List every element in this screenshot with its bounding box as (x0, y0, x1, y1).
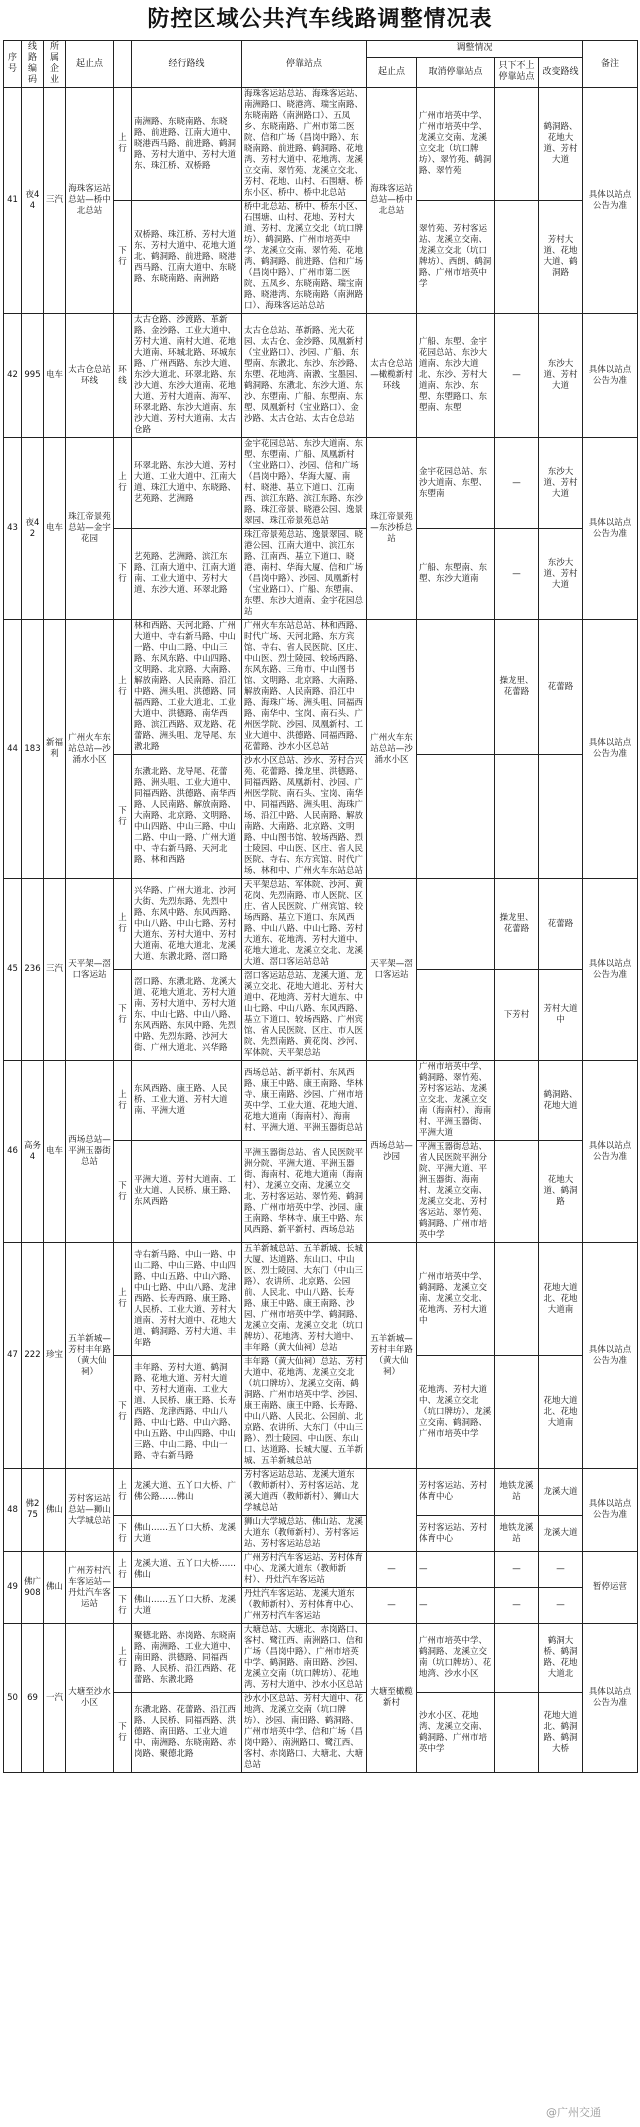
row-seq: 48 (4, 1469, 22, 1552)
row-note: 具体以站点公告为准 (583, 1469, 638, 1552)
row-adj-route: 鹤洞大桥、鹤洞路、花地大道北 (539, 1624, 583, 1693)
row-adj-cancel (417, 620, 495, 755)
row-adj-cancel (417, 879, 495, 970)
table-row (4, 1469, 638, 1516)
table-row (4, 88, 638, 201)
route-adjustment-table (3, 40, 638, 1773)
row-adj-noboard: — (495, 314, 539, 438)
row-adj-cancel: 金宇花园总站、东沙大道南、东塱、东塱南 (417, 438, 495, 529)
row-adj-noboard: 操龙里、花蕾路 (495, 879, 539, 970)
row-direction: 下行 (114, 201, 132, 314)
row-adj-start (367, 1469, 417, 1552)
row-route: 东风西路、康王路、人民桥、工业大道、芳村大道南、平洲大道 (132, 1061, 242, 1141)
row-adj-cancel: 广船、东塱南、东塱、东沙大道南 (417, 529, 495, 620)
row-adj-start: 西场总站—沙园 (367, 1061, 417, 1243)
table-row (4, 438, 638, 529)
row-start: 天平架—滘口客运站 (66, 879, 114, 1061)
row-seq: 42 (4, 314, 22, 438)
row-adj-noboard: 下芳村 (495, 970, 539, 1061)
row-line-no: 183 (22, 620, 44, 879)
row-line-no: 夜42 (22, 438, 44, 620)
row-adj-route: — (539, 1588, 583, 1624)
row-company: 一汽 (44, 1624, 66, 1773)
row-adj-route: 花蕾路 (539, 620, 583, 755)
row-seq: 50 (4, 1624, 22, 1773)
header-direction (114, 41, 132, 88)
row-adj-route (539, 755, 583, 879)
row-note: 具体以站点公告为准 (583, 1624, 638, 1773)
header-adj-noboard: 只下不上停靠站点 (495, 57, 539, 87)
row-stops: 沙水小区总站、沙水、芳村合兴苑、花蕾路、操龙里、洪德路、同福西路、凤凰新村、沙园、广州医学院、南石头、宝岗、南华中、同福西路、洲头咀、海珠广场、沿江中路、人民南路、解放南路、大南路、北京路、文明路、中山图书馆、较场西路、烈士陵园、中山医、区庄、省人民医院、寺右、东方宾馆、时代广场、林和中、广州火车东站总站 (242, 755, 367, 879)
row-stops: 大塘总站、大塘北、赤岗路口、客村、鹭江西、南洲路口、信和广场（昌岗中路）、广州市培英中学、鹤洞路、南田路、沙园、龙溪立交南（坑口牌坊）、花地湾、芳村大道中、沙水小区总站 (242, 1624, 367, 1693)
row-note: 具体以站点公告为准 (583, 1243, 638, 1469)
row-route: 聚德北路、赤岗路、东晓南路、南洲路、工业大道中、南田路、洪德路、同福西路、人民桥、沿江西路、花蕾路、东漖北路 (132, 1624, 242, 1693)
row-note: 具体以站点公告为准 (583, 314, 638, 438)
header-seq: 序号 (4, 41, 22, 88)
row-stops: 五羊新城总站、五羊新城、长城大厦、达道路、东山口、中山医、烈士陵园、大东门（中山三路）、农讲所、北京路、公园前、人民北、中山八路、长寿路、康王中路、康王南路、沙园、广州市培英中学、鹤洞路、龙溪立交南、龙溪立交北（坑口牌坊）、花地湾、芳村大道中、丰年路（黄大仙祠）总站 (242, 1243, 367, 1356)
table-row (4, 1552, 638, 1588)
row-start: 西场总站—平洲玉器街总站 (66, 1061, 114, 1243)
row-direction: 下行 (114, 1356, 132, 1469)
row-adj-cancel: — (417, 1552, 495, 1588)
table-body (4, 88, 638, 1773)
row-direction: 上行 (114, 879, 132, 970)
row-route: 兴华路、广州大道北、沙河大街、先烈东路、先烈中路、东风中路、东风西路、中山八路、中山七路、芳村大道东、芳村大道中、芳村大道南、花地大道北、龙溪大道、东漖北路、滘口路 (132, 879, 242, 970)
table-row (4, 879, 638, 970)
header-company: 所属企业 (44, 41, 66, 88)
row-route: 丰年路、芳村大道、鹤洞路、花地大道、芳村大道中、芳村大道南、工业大道、人民桥、康王路、长寿西路、龙津西路、中山八路、中山七路、中山六路、中山五路、中山四路、中山三路、中山二路、中山一路、寺右新马路 (132, 1356, 242, 1469)
row-line-no: 222 (22, 1243, 44, 1469)
row-direction: 上行 (114, 620, 132, 755)
table-row (4, 1061, 638, 1141)
row-route: 太古仓路、沙渡路、革新路、金沙路、工业大道中、芳村大道、南村大道、花地大道南、环城北路、环城东路、广州西路、东沙大道、东沙大道北、环翠北路、东沙大道、东沙大道南、花地大道、芳村大道南、海军、环翠北路、东沙大道南、东沙大道、芳村大道南、太古仓路 (132, 314, 242, 438)
row-route: 东漖北路、龙导尾、花蕾路、洲头咀、工业大道中、同福西路、洪德路、南华西路、人民南路、解放南路、大南路、北京路、文明路、中山四路、中山三路、中山二路、中山一路、广州大道中、寺右新马路、天河北路、林和西路 (132, 755, 242, 879)
row-route: 林和西路、天河北路、广州大道中、寺右新马路、中山一路、中山二路、中山三路、东风东路、中山四路、文明路、北京路、大南路、解放南路、人民南路、沿江中路、洲头咀、洪德路、同福西路、工业大道北、工业大道中、洪德路、南华西路、滨江西路、双龙路、花蕾路、洲头咀、龙导尾、东漖北路 (132, 620, 242, 755)
row-start: 珠江帝景苑总站—金宇花园 (66, 438, 114, 620)
row-start: 太古仓总站环线 (66, 314, 114, 438)
row-adj-noboard (495, 1624, 539, 1693)
row-adj-noboard (495, 1693, 539, 1773)
table-row (4, 314, 638, 438)
row-direction: 下行 (114, 755, 132, 879)
row-direction: 上行 (114, 1469, 132, 1516)
row-route: 龙溪大道、五丫口大桥……佛山 (132, 1552, 242, 1588)
row-adj-route: 芳村大道、花地大道、鹤洞路 (539, 201, 583, 314)
row-adj-cancel: 广州市培英中学、广州市培英中学、龙溪立交南、龙溪立交北（坑口牌坊）、翠竹苑、鹤洞路、翠竹苑 (417, 88, 495, 201)
row-route: 双桥路、珠江桥、芳村大道东、芳村大道中、花地大道北、鹤洞路、前进路、晓港西马路、江南大道中、东晓路、东晓南路、南洲路 (132, 201, 242, 314)
row-adj-start: 太古仓总站—橄榄新村环线 (367, 314, 417, 438)
row-line-no: 佛275 (22, 1469, 44, 1552)
row-adj-noboard: 操龙里、花蕾路 (495, 620, 539, 755)
row-note: 暂停运营 (583, 1552, 638, 1624)
row-adj-cancel: 广州市培英中学、鹤洞路、龙溪立交南（坑口牌坊）、花地湾、沙水小区 (417, 1624, 495, 1693)
row-stops: 桥中北总站、桥中、桥东小区、石围塘、山村、花地、芳村大道、芳村、龙溪立交北（坑口牌坊）、鹤洞路、广州市培英中学、龙溪立交南、翠竹苑、花地湾、鹤洞路、前进路、信和广场（昌岗中路）、广州市第二医院、五凤乡、东晓南路、瑞宝南路、晓港湾、东晓南路（南洲路口）、海珠客运站总站 (242, 201, 367, 314)
row-adj-cancel: 芳村客运站、芳村体育中心 (417, 1516, 495, 1552)
row-seq: 47 (4, 1243, 22, 1469)
row-adj-route: 东沙大道、芳村大道 (539, 438, 583, 529)
row-adj-noboard: — (495, 1552, 539, 1588)
row-direction: 上行 (114, 1243, 132, 1356)
header-start: 起止点 (66, 41, 114, 88)
row-adj-route: 鹤洞路、花地大道 (539, 1061, 583, 1141)
row-adj-start: 广州火车东站总站—沙涌水小区 (367, 620, 417, 879)
row-adj-cancel: 平洲玉器街总站、省人民医院平洲分院、平洲大道、平洲玉器街、海南村、龙溪立交南、龙溪立交北、芳村客运站、翠竹苑、鹤洞路、广州市培英中学 (417, 1141, 495, 1243)
row-adj-noboard: 地铁龙溪站 (495, 1516, 539, 1552)
header-adj-start: 起止点 (367, 57, 417, 87)
table-row (4, 1243, 638, 1356)
row-direction: 下行 (114, 1141, 132, 1243)
row-route: 滘口路、东漖北路、龙溪大道、花地大道北、芳村大道南、芳村大道中、芳村大道东、中山七路、中山八路、东风西路、东风中路、先烈中路、先烈东路、沙河大街、广州大道北、兴华路 (132, 970, 242, 1061)
row-stops: 丹灶汽车客运站、龙溪大道东（教师新村）、芳村体育中心、广州芳村汽车客运站 (242, 1588, 367, 1624)
row-adj-route: 东沙大道、芳村大道 (539, 529, 583, 620)
row-adj-cancel: 芳村客运站、芳村体育中心 (417, 1469, 495, 1516)
row-adj-noboard: — (495, 529, 539, 620)
row-route: 环翠北路、东沙大道、芳村大道、工业大道中、江南大道、珠江大道中、东晓路、艺苑路、艺洲路 (132, 438, 242, 529)
row-route: 寺右新马路、中山一路、中山二路、中山三路、中山四路、中山五路、中山六路、中山七路、中山八路、龙津西路、长寿西路、康王路、人民桥、工业大道、芳村大道南、芳村大道中、花地大道、鹤洞路、芳村大道、丰年路 (132, 1243, 242, 1356)
row-adj-route: 龙溪大道 (539, 1469, 583, 1516)
row-stops: 海珠客运站总站、海珠客运站、南洲路口、晓港湾、瑞宝南路、东晓南路（南洲路口）、五凤乡、东晓南路、广州市第二医院、信和广场（昌岗中路）、东晓南路、前进路、鹤洞路、花地湾、芳村大道中、花地湾、龙溪立交南、翠竹苑、龙溪立交北、芳村、花地、山村、石围塘、桥东小区、桥中、桥中北总站 (242, 88, 367, 201)
row-company: 电车 (44, 314, 66, 438)
row-adj-noboard (495, 1141, 539, 1243)
row-adj-route: 芳村大道中 (539, 970, 583, 1061)
row-adj-cancel: 沙水小区、花地湾、龙溪立交南、鹤洞路、广州市培英中学 (417, 1693, 495, 1773)
row-start: 广州火车东站总站—沙涌水小区 (66, 620, 114, 879)
row-adj-start: 海珠客运站总站—桥中北总站 (367, 88, 417, 314)
row-line-no: 夜44 (22, 88, 44, 314)
row-seq: 46 (4, 1061, 22, 1243)
row-direction: 下行 (114, 1693, 132, 1773)
row-seq: 44 (4, 620, 22, 879)
row-adj-cancel: — (417, 1588, 495, 1624)
row-direction: 下行 (114, 970, 132, 1061)
row-adj-route: 花蕾路 (539, 879, 583, 970)
watermark: @广州交通 (546, 2106, 601, 2119)
row-adj-cancel: 广州市培英中学、鹤洞路、翠竹苑、芳村客运站、龙溪立交北、龙溪立交南（海南村）、海南村、平洲玉器街、平洲大道 (417, 1061, 495, 1141)
table-row (4, 620, 638, 755)
row-route: 佛山……五丫口大桥、龙溪大道 (132, 1588, 242, 1624)
row-stops: 广州火车东站总站、林和西路、时代广场、天河北路、东方宾馆、寺右、省人民医院、区庄、中山医、烈士陵园、较场西路、东风东路、三角市、中山图书馆、文明路、北京路、大南路、解放南路、人民南路、沿江中路、海珠广场、洲头咀、同福西路、南华中、宝岗、南石头、广州医学院、沙园、凤凰新村、工业大道中、洪德路、同福西路、花蕾路、沙水小区总站 (242, 620, 367, 755)
row-company: 电车 (44, 438, 66, 620)
row-adj-start: 大塘至橄榄新村 (367, 1624, 417, 1773)
row-start: 五羊新城—芳村丰年路（黄大仙祠） (66, 1243, 114, 1469)
row-line-no: 995 (22, 314, 44, 438)
row-route: 平洲大道、芳村大道南、工业大道、人民桥、康王路、东风西路 (132, 1141, 242, 1243)
row-adj-cancel (417, 755, 495, 879)
row-adj-noboard (495, 755, 539, 879)
row-direction: 上行 (114, 1624, 132, 1693)
row-adj-route: 鹤洞路、花地大道、芳村大道 (539, 88, 583, 201)
row-adj-route: 花地大道、鹤洞路 (539, 1141, 583, 1243)
row-stops: 芳村客运站总站、龙溪大道东（教师新村）、芳村客运站、龙溪大道西（教师新村）、狮山大学城总站 (242, 1469, 367, 1516)
row-stops: 狮山大学城总站、佛山站、龙溪大道东（教师新村）、芳村客运站、芳村客运站总站 (242, 1516, 367, 1552)
row-adj-cancel: 广船、东塱、金宇花园总站、东沙大道南、东沙大道北、东沙、芳村大道南、东沙、东塱、东塱路口、东塱南、东塱 (417, 314, 495, 438)
row-route: 东漖北路、花蕾路、沿江西路、人民桥、同福西路、洪德路、南田路、工业大道中、南洲路、东晓南路、赤岗路、聚德北路 (132, 1693, 242, 1773)
row-company: 电车 (44, 1061, 66, 1243)
row-start: 海珠客运站总站—桥中北总站 (66, 88, 114, 314)
row-adj-route: 花地大道北、鹤洞路、鹤洞大桥 (539, 1693, 583, 1773)
row-direction: 上行 (114, 1061, 132, 1141)
row-direction: 上行 (114, 1552, 132, 1588)
row-adj-noboard (495, 201, 539, 314)
header-adj-cancel: 取消停靠站点 (417, 57, 495, 87)
row-adj-cancel: 广州市培英中学、鹤洞路、龙溪立交南、龙溪立交北、花地湾、芳村大道中 (417, 1243, 495, 1356)
row-adj-route: 东沙大道、芳村大道 (539, 314, 583, 438)
row-route: 南洲路、东晓南路、东晓路、前进路、江南大道中、晓港西马路、前进路、鹤洞路、芳村大道中、芳村大道东、珠江桥、双桥路 (132, 88, 242, 201)
row-adj-start: 珠江帝景苑—东沙桥总站 (367, 438, 417, 620)
row-company: 三汽 (44, 879, 66, 1061)
row-stops: 平洲玉器街总站、省人民医院平洲分院、平洲大道、平洲玉器街、海南村、花地大道南（海南村）、龙溪立交南、龙溪立交北、芳村客运站、翠竹苑、鹤洞路、广州市培英中学、沙园、康王南路、华林寺、康王中路、东风西路、新平新村、西场总站 (242, 1141, 367, 1243)
row-stops: 金宇花园总站、东沙大道南、东塱、东塱南、广船、凤凰新村（宝业路口）、沙园、信和广场（昌岗中路）、华海大厦、南村、晓港、基立下道口、江南西、滨江东路、滨江东路、东沙路、珠江帝景、晓港公园、逸景翠园、珠江帝景苑总站 (242, 438, 367, 529)
row-stops: 丰年路（黄大仙祠）总站、芳村大道中、花地湾、龙溪立交北（坑口牌坊）、龙溪立交南、鹤洞路、广州市培英中学、沙园、康王南路、康王中路、长寿路、中山八路、人民北、公园前、北京路、农讲所、大东门（中山三路）、烈士陵园、中山医、东山口、达道路、长城大厦、五羊新城、五羊新城总站 (242, 1356, 367, 1469)
header-note: 备注 (583, 41, 638, 88)
row-stops: 太古仓总站、革新路、光大花园、太古仓、金沙路、凤凰新村（宝业路口）、沙园、广船、东塱南、东漖北、东沙、东沙路、东塱、花地湾、南漖、宝墨园、鹤洞路、东漖北、东沙大道、东沙、东塱南、广船、东塱南、东塱、凤凰新村（宝业路口）、金沙路、太古仓站、太古仓总站 (242, 314, 367, 438)
row-direction: 上行 (114, 438, 132, 529)
row-stops: 滘口客运站总站、龙溪大道、龙溪立交北、花地大道北、芳村大道中、花地湾、芳村大道东、中山七路、中山八路、东风西路、基立下道口、较场西路、广州宾馆、省人民医院、区庄、市人医院、先烈南路、黄花岗、沙河、军体院、天平架总站 (242, 970, 367, 1061)
row-adj-start: 天平架—滘口客运站 (367, 879, 417, 1061)
row-route: 佛山……五丫口大桥、龙溪大道 (132, 1516, 242, 1552)
row-seq: 49 (4, 1552, 22, 1624)
row-adj-noboard (495, 88, 539, 201)
row-adj-cancel: 翠竹苑、芳村客运站、龙溪立交南、龙溪立交北（坑口牌坊）、西朗、鹤洞路、广州市培英中学 (417, 201, 495, 314)
header-line-no: 线路编码 (22, 41, 44, 88)
row-seq: 41 (4, 88, 22, 314)
row-note: 具体以站点公告为准 (583, 1061, 638, 1243)
row-company: 珍宝 (44, 1243, 66, 1469)
row-line-no: 高务4 (22, 1061, 44, 1243)
row-company: 佛山 (44, 1552, 66, 1624)
row-line-no: 236 (22, 879, 44, 1061)
row-adj-noboard (495, 1061, 539, 1141)
row-line-no: 佛广908 (22, 1552, 44, 1624)
row-adj-noboard: — (495, 438, 539, 529)
row-stops: 天平架总站、军体院、沙河、黄花岗、先烈南路、市人医院、区庄、省人民医院、广州宾馆、较场西路、基立下道口、东风西路、中山八路、中山七路、芳村大道东、花地湾、芳村大道中、花地大道北、龙溪立交北、龙溪大道、滘口客运站总站 (242, 879, 367, 970)
row-direction: 上行 (114, 88, 132, 201)
row-stops: 珠江帝景苑总站、逸景翠园、晓港公园、江南大道中、滨江东路、江南西、基立下道口、晓港、南村、华海大厦、信和广场（昌岗中路）、沙园、凤凰新村（宝业路口）、广船、东塱南、东塱、东沙大道南、金宇花园总站 (242, 529, 367, 620)
row-adj-start: — (367, 1588, 417, 1624)
row-adj-noboard (495, 1243, 539, 1356)
row-adj-noboard: 地铁龙溪站 (495, 1469, 539, 1516)
header-adj-route: 改变路线 (539, 57, 583, 87)
row-adj-route: 龙溪大道 (539, 1516, 583, 1552)
header-route: 经行路线 (132, 41, 242, 88)
row-start: 广州芳村汽车客运站—丹灶汽车客运站 (66, 1552, 114, 1624)
row-direction: 环线 (114, 314, 132, 438)
row-direction: 下行 (114, 1588, 132, 1624)
row-adj-route: — (539, 1552, 583, 1588)
row-seq: 45 (4, 879, 22, 1061)
row-note: 具体以站点公告为准 (583, 88, 638, 314)
row-note: 具体以站点公告为准 (583, 620, 638, 879)
row-company: 三汽 (44, 88, 66, 314)
row-note: 具体以站点公告为准 (583, 879, 638, 1061)
row-adj-route: 花地大道北、花地大道南 (539, 1243, 583, 1356)
row-note: 具体以站点公告为准 (583, 438, 638, 620)
header-adjust: 调整情况 (367, 41, 583, 58)
row-route: 艺苑路、艺洲路、滨江东路、江南大道中、江南大道南、工业大道中、芳村大道、东沙大道、环翠北路 (132, 529, 242, 620)
row-adj-start: 五羊新城—芳村丰年路（黄大仙祠） (367, 1243, 417, 1469)
row-stops: 沙水小区总站、芳村大道中、花地湾、龙溪立交南（坑口牌坊）、沙园、南田路、鹤洞路、广州市培英中学、信和广场（昌岗中路）、南洲路口、鹭江西、客村、赤岗路口、大塘北、大塘总站 (242, 1693, 367, 1773)
row-start: 大塘至沙水小区 (66, 1624, 114, 1773)
row-route: 龙溪大道、五丫口大桥、广佛公路……佛山 (132, 1469, 242, 1516)
row-adj-cancel (417, 970, 495, 1061)
row-direction: 下行 (114, 529, 132, 620)
row-company: 新福利 (44, 620, 66, 879)
header-row (4, 41, 638, 58)
row-adj-route: 花地大道北、花地大道南 (539, 1356, 583, 1469)
row-adj-cancel: 花地湾、芳村大道中、龙溪立交北（坑口牌坊）、龙溪立交南、鹤洞路、广州市培英中学 (417, 1356, 495, 1469)
row-line-no: 69 (22, 1624, 44, 1773)
page-title: 防控区域公共汽车线路调整情况表 (147, 7, 493, 32)
row-stops: 广州芳村汽车客运站、芳村体育中心、龙溪大道东（教师新村）、丹灶汽车客运站 (242, 1552, 367, 1588)
row-stops: 西场总站、新平新村、东风西路、康王中路、康王南路、华林寺、康王南路、沙园、广州市培英中学、工业大道、花地大道、花地大道南（海南村）、海南村、平洲大道、平洲玉器街总站 (242, 1061, 367, 1141)
row-adj-noboard (495, 1356, 539, 1469)
header-stops: 停靠站点 (242, 41, 367, 88)
row-direction: 下行 (114, 1516, 132, 1552)
row-company: 佛山 (44, 1469, 66, 1552)
row-adj-start: — (367, 1552, 417, 1588)
row-start: 芳村客运站总站—狮山大学城总站 (66, 1469, 114, 1552)
table-row (4, 1624, 638, 1693)
row-seq: 43 (4, 438, 22, 620)
row-adj-noboard: — (495, 1588, 539, 1624)
